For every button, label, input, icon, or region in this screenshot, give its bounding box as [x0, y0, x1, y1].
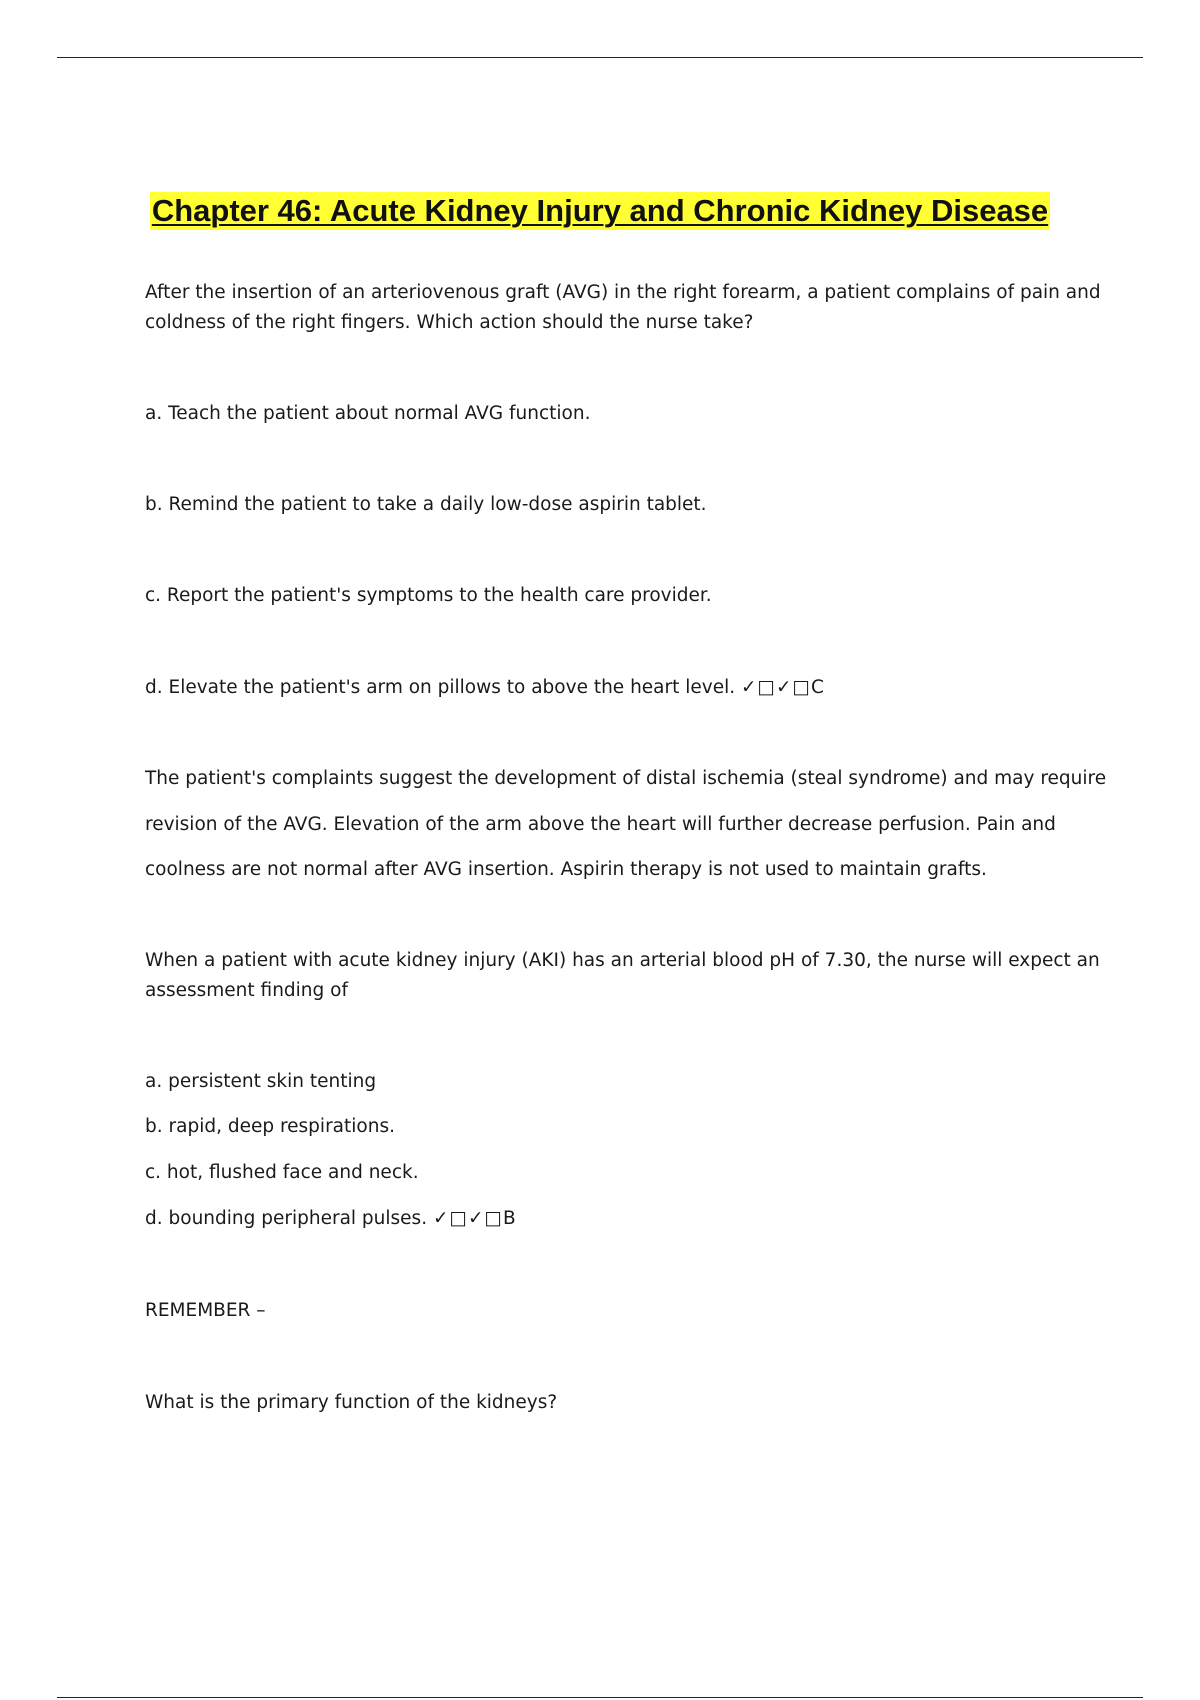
q1-rationale-line1: The patient's complaints suggest the development of distal ischemia (steal syndrome) and may require: [145, 768, 1107, 789]
q1-option-a: a. Teach the patient about normal AVG function.: [145, 403, 591, 424]
q1-rationale-line3: coolness are not normal after AVG insertion. Aspirin therapy is not used to maintain grafts.: [145, 859, 987, 880]
q2-option-d: d. bounding peripheral pulses.: [145, 1208, 428, 1229]
remember-heading: REMEMBER –: [145, 1300, 266, 1321]
q2-option-c: c. hot, flushed face and neck.: [145, 1162, 419, 1183]
q1-answer-mark: ✓□✓□C: [741, 677, 825, 698]
q1-option-c: c. Report the patient's symptoms to the health care provider.: [145, 585, 712, 606]
q1-rationale-line2: revision of the AVG. Elevation of the arm above the heart will further decrease perfusion. Pain and: [145, 814, 1056, 835]
q2-answer-mark: ✓□✓□B: [432, 1208, 517, 1229]
q2-stem-line2: assessment finding of: [145, 980, 348, 1001]
q2-stem-line1: When a patient with acute kidney injury (AKI) has an arterial blood pH of 7.30, the nurse will expect an: [145, 950, 1100, 971]
title-block: [0, 192, 1200, 230]
q1-stem-line2: coldness of the right fingers. Which action should the nurse take?: [145, 312, 754, 333]
q1-option-b: b. Remind the patient to take a daily low-dose aspirin tablet.: [145, 494, 707, 515]
q1-stem-line1: After the insertion of an arteriovenous graft (AVG) in the right forearm, a patient complains of pain and: [145, 282, 1101, 303]
q2-option-d-row: [145, 1203, 1085, 1234]
chapter-title: Chapter 46: Acute Kidney Injury and Chronic Kidney Disease: [151, 193, 1049, 228]
top-rule: [57, 57, 1143, 58]
bottom-rule: [57, 1697, 1143, 1698]
q1-option-d: d. Elevate the patient's arm on pillows to above the heart level.: [145, 677, 736, 698]
q1-option-d-row: [145, 672, 1085, 703]
q3-stem: What is the primary function of the kidneys?: [145, 1392, 558, 1413]
q2-option-b: b. rapid, deep respirations.: [145, 1116, 395, 1137]
q2-option-a: a. persistent skin tenting: [145, 1071, 377, 1092]
